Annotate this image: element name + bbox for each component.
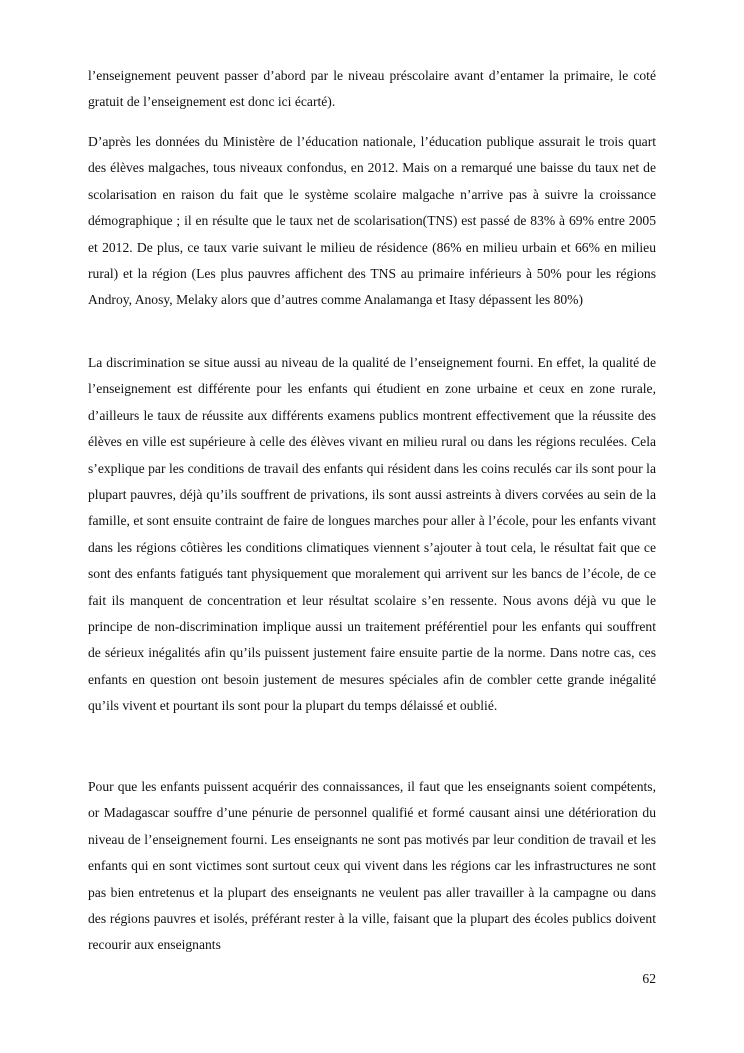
paragraph-quality-discrimination: La discrimination se situe aussi au niveau de la qualité de l’enseignement fourni. En effet, la qualité de l’enseignement est différente pour les enfants qui étudient en zone urbaine et ceux en zone rurale, d’ailleurs le taux de réussite aux différents examens publics montrent effectivement que la réussite des élèves en ville est supérieure à celle des élèves vivant en milieu rural ou dans les régions reculées. Cela s’explique par les conditions de travail des enfants qui résident dans les coins reculés car ils sont pour la plupart pauvres, déjà qu’ils souffrent de privations, ils sont aussi astreints à divers corvées au sein de la famille, et sont ensuite contraint de faire de longues marches pour aller à l’école, pour les enfants vivant dans les régions côtières les conditions climatiques viennent s’ajouter à tout cela, le résultat fait que ce sont des enfants fatigués tant physiquement que moralement qui arrivent sur les bancs de l’école, de ce fait ils manquent de concentration et leur résultat scolaire s’en ressente. Nous avons déjà vu que le principe de non-discrimination implique aussi un traitement préférentiel pour les enfants qui souffrent de sérieux inégalités afin qu’ils puissent justement faire ensuite partie de la norme. Dans notre cas, ces enfants en question ont besoin justement de mesures spéciales afin de combler cette grande inégalité qu’ils vivent et pourtant ils sont pour la plupart du temps délaissé et oublié. <box>88 355 656 714</box>
paragraph-continuation: l’enseignement peuvent passer d’abord par le niveau préscolaire avant d’entamer la primaire, le coté gratuit de l’enseignement est donc ici écarté). <box>88 68 656 110</box>
page-number: 62 <box>642 971 656 986</box>
paragraph-public-education-statistics: D’après les données du Ministère de l’éducation nationale, l’éducation publique assurait le trois quart des élèves malgaches, tous niveaux confondus, en 2012. Mais on a remarqué une baisse du taux net de scolarisation en raison du fait que le système scolaire malgache n’arrive pas à suivre la croissance démographique ; il en résulte que le taux net de scolarisation(TNS) est passé de 83% à 69% entre 2005 et 2012. De plus, ce taux varie suivant le milieu de résidence (86% en milieu urbain et 66% en milieu rural) et la région (Les plus pauvres affichent des TNS au primaire inférieurs à 50% pour les régions Androy, Anosy, Melaky alors que d’autres comme Analamanga et Itasy dépassent les 80%) <box>88 134 656 308</box>
paragraph-teacher-competence: Pour que les enfants puissent acquérir des connaissances, il faut que les enseignants soient compétents, or Madagascar souffre d’une pénurie de personnel qualifié et formé causant ainsi une détérioration du niveau de l’enseignement fourni. Les enseignants ne sont pas motivés par leur condition de travail et les enfants qui en sont victimes sont surtout ceux qui vivent dans les régions car les infrastructures ne sont pas bien entretenus et la plupart des enseignants ne veulent pas aller travailler à la campagne ou dans des régions pauvres et isolés, préférant rester à la ville, faisant que la plupart des écoles publics doivent recourir aux enseignants <box>88 779 656 953</box>
